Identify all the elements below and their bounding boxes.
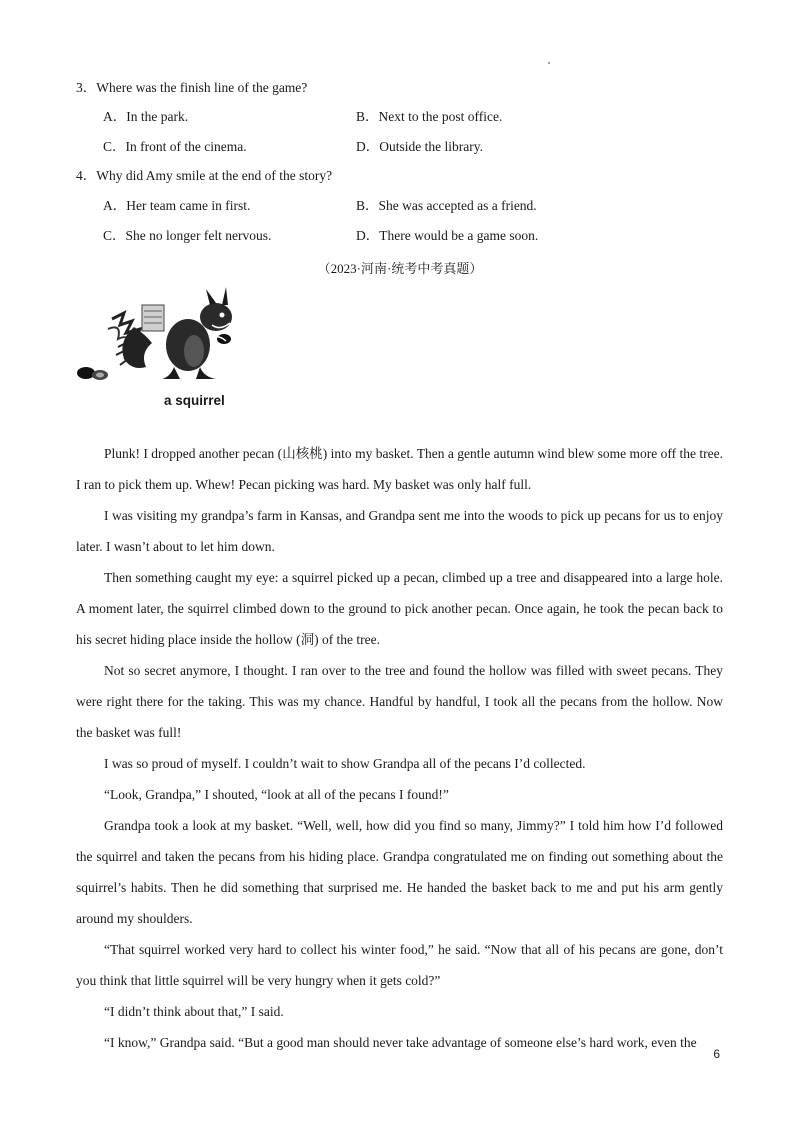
passage-paragraph: Then something caught my eye: a squirrel picked up a pecan, climbed up a tree and disappeared into a large hole. A moment later, the squirrel climbed down to the ground to pick another pecan. Once again, he took the pecan back to his secret hiding place inside the hollow (洞) of the tree. <box>76 570 723 647</box>
question-3-option-a: A．In the park. <box>103 109 189 124</box>
question-4-option-c: C．She no longer felt nervous. <box>103 228 272 243</box>
passage-paragraph: I was so proud of myself. I couldn’t wait to show Grandpa all of the pecans I’d collected. <box>104 756 586 771</box>
passage-paragraph: “That squirrel worked very hard to collect his winter food,” he said. “Now that all of his pecans are gone, don’t you think that little squirrel will be very hungry when it gets cold?” <box>76 942 723 988</box>
question-4-option-a: A．Her team came in first. <box>103 198 251 213</box>
page-number: 6 <box>713 1047 720 1061</box>
question-3-option-d: D．Outside the library. <box>356 139 483 154</box>
reading-passage <box>76 438 723 1058</box>
exam-source: （2023·河南·统考中考真题） <box>317 261 483 276</box>
question-4-option-d: D．There would be a game soon. <box>356 228 539 243</box>
passage-paragraph: Grandpa took a look at my basket. “Well, well, how did you find so many, Jimmy?” I told him how I’d followed the squirrel and taken the pecans from his hiding place. Grandpa congratulated me on finding out something about the squirrel’s habits. Then he did something that surprised me. He handed the basket back to me and put his arm gently around my shoulders. <box>76 818 723 926</box>
scan-speck <box>548 62 550 64</box>
question-3-stem: 3．Where was the finish line of the game? <box>76 80 308 95</box>
passage-paragraph: I was visiting my grandpa’s farm in Kansas, and Grandpa sent me into the woods to pick up pecans for us to enjoy later. I wasn’t about to let him down. <box>76 508 723 554</box>
question-4-option-b: B．She was accepted as a friend. <box>356 198 537 213</box>
passage-paragraph: Not so secret anymore, I thought. I ran over to the tree and found the hollow was filled with sweet pecans. They were right there for the taking. This was my chance. Handful by handful, I took all the pecans from the hollow. Now the basket was full! <box>76 663 723 740</box>
question-3-option-c: C．In front of the cinema. <box>103 139 247 154</box>
passage-paragraph: “I didn’t think about that,” I said. <box>104 1004 284 1019</box>
question-3-option-b: B．Next to the post office. <box>356 109 503 124</box>
illustration-caption: a squirrel <box>164 393 225 408</box>
passage-paragraph: Plunk! I dropped another pecan (山核桃) into my basket. Then a gentle autumn wind blew some more off the tree. I ran to pick them up. Whew! Pecan picking was hard. My basket was only half full. <box>76 446 723 492</box>
question-4-stem: 4．Why did Amy smile at the end of the story? <box>76 168 333 183</box>
passage-paragraph: “I know,” Grandpa said. “But a good man should never take advantage of someone else’s hard work, even the <box>104 1035 697 1050</box>
passage-paragraph: “Look, Grandpa,” I shouted, “look at all of the pecans I found!” <box>104 787 449 802</box>
squirrel-icon <box>74 281 244 391</box>
